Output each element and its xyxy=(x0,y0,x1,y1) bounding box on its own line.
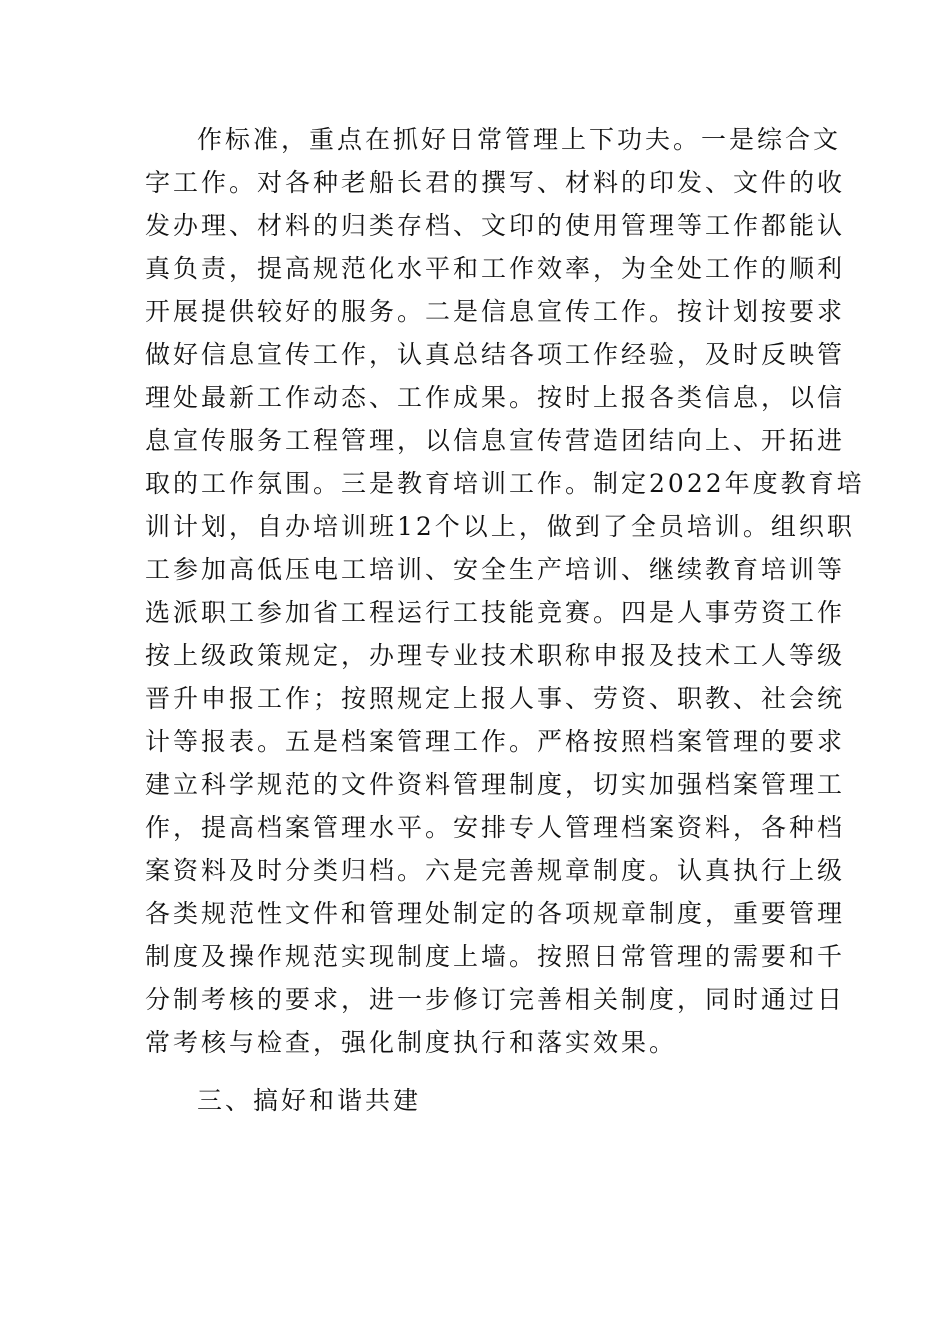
paragraph-line: 按上级政策规定，办理专业技术职称申报及技术工人等级 xyxy=(145,641,846,670)
paragraph-line: 分制考核的要求，进一步修订完善相关制度，同时通过日 xyxy=(145,985,846,1014)
paragraph-line: 各类规范性文件和管理处制定的各项规章制度，重要管理 xyxy=(145,899,846,928)
paragraph-line: 选派职工参加省工程运行工技能竞赛。四是人事劳资工作 xyxy=(145,598,846,627)
paragraph-line: 开展提供较好的服务。二是信息宣传工作。按计划按要求 xyxy=(145,297,846,326)
paragraph-line: 建立科学规范的文件资料管理制度，切实加强档案管理工 xyxy=(145,770,846,799)
paragraph-line: 真负责，提高规范化水平和工作效率，为全处工作的顺利 xyxy=(145,254,846,283)
section-heading: 三、搞好和谐共建 xyxy=(197,1086,422,1115)
paragraph-line: 取的工作氛围。三是教育培训工作。制定2022年度教育培 xyxy=(145,469,865,498)
paragraph-line: 作，提高档案管理水平。安排专人管理档案资料，各种档 xyxy=(145,813,846,842)
paragraph-line: 做好信息宣传工作，认真总结各项工作经验，及时反映管 xyxy=(145,340,846,369)
paragraph-line: 发办理、材料的归类存档、文印的使用管理等工作都能认 xyxy=(145,211,846,240)
paragraph-line: 计等报表。五是档案管理工作。严格按照档案管理的要求 xyxy=(145,727,846,756)
paragraph-line: 息宣传服务工程管理，以信息宣传营造团结向上、开拓进 xyxy=(145,426,846,455)
paragraph-line: 晋升申报工作；按照规定上报人事、劳资、职教、社会统 xyxy=(145,684,846,713)
paragraph-line: 案资料及时分类归档。六是完善规章制度。认真执行上级 xyxy=(145,856,846,885)
paragraph-line: 制度及操作规范实现制度上墙。按照日常管理的需要和千 xyxy=(145,942,846,971)
paragraph-line: 作标准，重点在抓好日常管理上下功夫。一是综合文 xyxy=(197,125,842,154)
paragraph-line: 常考核与检查，强化制度执行和落实效果。 xyxy=(145,1028,678,1057)
paragraph-line: 工参加高低压电工培训、安全生产培训、继续教育培训等 xyxy=(145,555,846,584)
paragraph-line: 字工作。对各种老船长君的撰写、材料的印发、文件的收 xyxy=(145,168,846,197)
paragraph-line: 理处最新工作动态、工作成果。按时上报各类信息，以信 xyxy=(145,383,846,412)
paragraph-line: 训计划，自办培训班12个以上，做到了全员培训。组织职 xyxy=(145,512,855,541)
